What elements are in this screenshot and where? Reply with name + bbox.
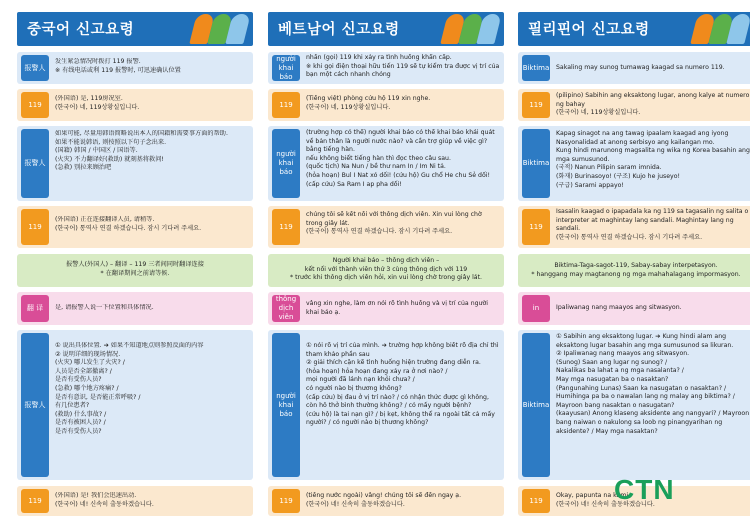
speaker-label: người khai báo: [272, 129, 300, 198]
step-row: [268, 486, 504, 516]
column-header: [17, 12, 253, 46]
speaker-label: 119: [272, 209, 300, 245]
step-row: [518, 254, 750, 287]
speaker-label: 119: [522, 489, 550, 513]
step-text: (tiếng nước ngoài) vâng! chúng tôi sẽ đến ngay ạ. (한국어) 네! 신속히 출동하겠습니다.: [306, 492, 462, 508]
column-filipino: [518, 0, 750, 525]
step-row: [17, 486, 253, 516]
step-text: Ipaliwanag nang maayos ang sitwasyon.: [556, 304, 682, 311]
speaker-label: 119: [21, 209, 49, 245]
step-row: [268, 206, 504, 248]
step-text: Kapag sinagot na ang tawag ipaalam kaagad ang iyong Nasyonalidad at anong serbisyo ang kailangan mo. Kung hindi marunong magsalita ng wika ng Korea basahin ang mga sumusunod. (국적) Nanun Pilipin saram imnida. (화재) Burinasoyo! (구조) Kujo he juseyo! (구급) Sarami appayo!: [556, 130, 750, 189]
speaker-label: 119: [522, 92, 550, 118]
step-row: [17, 52, 253, 84]
speaker-label: 119: [272, 92, 300, 118]
step-text: 是, 请报警人说一下位置和具体情况.: [55, 304, 154, 311]
step-row: [268, 89, 504, 121]
step-row: [17, 126, 253, 201]
step-row: [268, 254, 504, 287]
step-text: nhấn (gọi) 119 khi xảy ra tình huống khẩn cấp. ※ khi gọi điện thoại hữu tiến 119 sẽ tự kiểm tra được vị trí của bạn một cách nhanh chóng: [306, 54, 500, 79]
speaker-label: 119: [522, 209, 550, 245]
step-text: Sakaling may sunog tumawag kaagad sa numero 119.: [556, 64, 725, 71]
column-title: 베트남어 신고요령: [278, 22, 400, 38]
watermark-text: CTN: [614, 474, 675, 505]
speaker-label: in: [522, 295, 550, 322]
step-text: (外国语) 正在连接翻译人员, 请稍等. (한국어) 통역사 연결 하겠습니다. 잠시 기다려 주세요.: [55, 216, 202, 232]
step-text: 报警人(外国人) – 翻译 – 119 三者间同时翻译连接 * 在翻译期间之前请等候.: [66, 261, 204, 277]
column-vietnamese: [268, 0, 504, 525]
step-row: [518, 206, 750, 248]
step-row: [268, 126, 504, 201]
step-text: (trường hợp có thể) người khai báo có thể khai báo khái quát về bản thân là người nước nào? và cần trợ giúp về việc gì? bằng tiếng hàn. nếu không biết tiếng hàn thì đọc theo câu sau. (quốc tịch) Na Nun / bề thư nam In / Im Ni tả. (hỏa hoạn) Bul I Nat xó dối! (cứu hộ) Gu chổ He chu Sẻ dối! (cấp cứu) Sa Ram I ap pha dối!: [306, 129, 495, 188]
step-text: Isasalin kaagad o ipapadala ka ng 119 sa tagasalin ng salita o interpreter at maghintay lang sandali. Maghintay lang ng sandali. (한국어) 통역사 연결 하겠습니다. 잠시 기다려 주세요.: [556, 208, 749, 241]
step-row: [518, 330, 750, 480]
step-row: [268, 52, 504, 84]
ctn-watermark: [612, 470, 692, 518]
step-row: [268, 292, 504, 325]
speaker-label: Biktima: [522, 129, 550, 198]
column-title: 필리핀어 신고요령: [528, 22, 650, 38]
step-text: 如果可能, 尽量用韩语简略说出本人的国籍和需要事方面的帮助. 如果不能说韩语, 则按照以下句子念出来. (国籍) 韩国 / 中国区 / 国语等. (火灾) 不力翻译好(救助) 就刻基将救问! (急救) 别拉来顾治吧: [55, 130, 228, 172]
speaker-label: người khai báo: [272, 333, 300, 477]
step-text: (外国语) 是, 119房况室. (한국어) 네, 119상황실입니다.: [55, 95, 140, 111]
step-text: 发生紧急情况时拨打 119 报警. ※ 有线电话或利 119 报警时, 可迅速确认位置: [55, 58, 181, 74]
speaker-label: 119: [272, 489, 300, 513]
step-text: ① 说出具体位置. ➔ 如果不知道地点则参照反面的内容 ② 说明详细的现场情况. (火灾) 哪儿发生了火灾? / 人员是否全部撤离? / 是否有受伤人员? (急救) 哪个地方疼痛? / 是否有意识, 是否能正常呼吸? / 有几位患者? (救助) 什么事故? / 是否有被困人员? / 是否有受伤人员?: [55, 342, 204, 435]
speaker-label: 报警人: [21, 129, 49, 198]
column-title: 중국어 신고요령: [27, 22, 135, 38]
speaker-label: 报警人: [21, 333, 49, 477]
speaker-label: 119: [21, 92, 49, 118]
speaker-label: 119: [21, 489, 49, 513]
step-text: ① nói rõ vị trí của mình. ➔ trường hợp không biết rõ địa chỉ thì tham khảo phần sau ② giải thích cặn kẽ tình huống hiện trường đang diễn ra. (hỏa hoạn) hỏa hoạn đang xảy ra ở nơi nào? / mọi người đã lánh nạn khỏi chưa? / có người nào bị thương không? (cấp cứu) bị đau ở vị trí nào? / có nhận thức được gì không, còn hô thở bình thường không? / có mấy người bệnh? (cứu hộ) là tai nạn gì? / bị kẹt, không thể ra ngoài tất cả mấy người? / có người nào bị thương không?: [306, 342, 499, 427]
step-row: [17, 330, 253, 480]
step-row: [17, 292, 253, 325]
step-text: vâng xin nghe, làm ơn nói rõ tình huống và vị trí của người khai báo ạ.: [306, 300, 488, 316]
speaker-label: 报警人: [21, 55, 49, 81]
speaker-label: 翻 译: [21, 295, 49, 322]
step-row: [17, 89, 253, 121]
step-row: [268, 330, 504, 480]
speaker-label: Biktima: [522, 55, 550, 81]
speaker-label: người khai báo: [272, 55, 300, 81]
speaker-label: thông dịch viên: [272, 295, 300, 322]
step-text: Okay, papunta na kami. (한국어) 네! 신속히 출동하겠습니다.: [556, 492, 655, 508]
step-text: (外国语) 是! 我们会迅速出动. (한국어) 네! 신속히 출동하겠습니다.: [55, 492, 154, 508]
step-row: [518, 89, 750, 121]
column-header: [268, 12, 504, 46]
step-text: (pilipino) Sabihin ang eksaktong lugar, anong kalye at numero ng bahay (한국어) 네, 119상황실입니다.: [556, 92, 750, 117]
step-text: Biktima-Taga-sagot-119, Sabay-sabay interpetasyon. * hanggang may magtanong ng mga mahahalagang impormasyon.: [531, 262, 741, 278]
step-text: (Tiếng việt) phòng cứu hộ 119 xin nghe. (한국어) 네, 119상황실입니다.: [306, 95, 431, 111]
step-row: [518, 292, 750, 325]
step-row: [17, 206, 253, 248]
step-row: [518, 52, 750, 84]
speaker-label: Biktima: [522, 333, 550, 477]
step-row: [518, 126, 750, 201]
step-text: chúng tôi sẽ kết nối với thông dịch viên. Xin vui lòng chờ trong giây lát. (한국어) 통역사 연결 하겠습니다. 잠시 기다려 주세요.: [306, 211, 482, 236]
column-chinese: [17, 0, 253, 525]
step-text: ① Sabihin ang eksaktong lugar. ➔ Kung hindi alam ang eksaktong lugar basahin ang mga sumusunod sa likuran. ② Ipaliwanag nang maayos ang sitwasyon. (Sunog) Saan ang lugar ng sunog? / Nakalikas ba lahat a ng mga nasalanta? / May mga nasugatan ba o nasaktan? (Pangunahing Lunas) Saan ka nasugatan o nasaktan? / Humihinga pa ba o nawalan lang ng malay ang biktima? / Mayroon bang nasaktan o nasugatan? (kaayusan) Anong klaseng aksidente ang nangyari? / Mayroon bang naiwan o nakulong sa loob ng pinangyarihan ng aksidente? / May mga nasaktan?: [556, 333, 750, 435]
step-text: Người khai báo – thông dịch viên – kết nối với thành viên thứ 3 cùng thông dịch với 119 * trước khi thông dịch viên hỏi, xin vui lòng chờ trong giây lát.: [290, 257, 482, 282]
step-row: [17, 254, 253, 287]
column-header: [518, 12, 750, 46]
